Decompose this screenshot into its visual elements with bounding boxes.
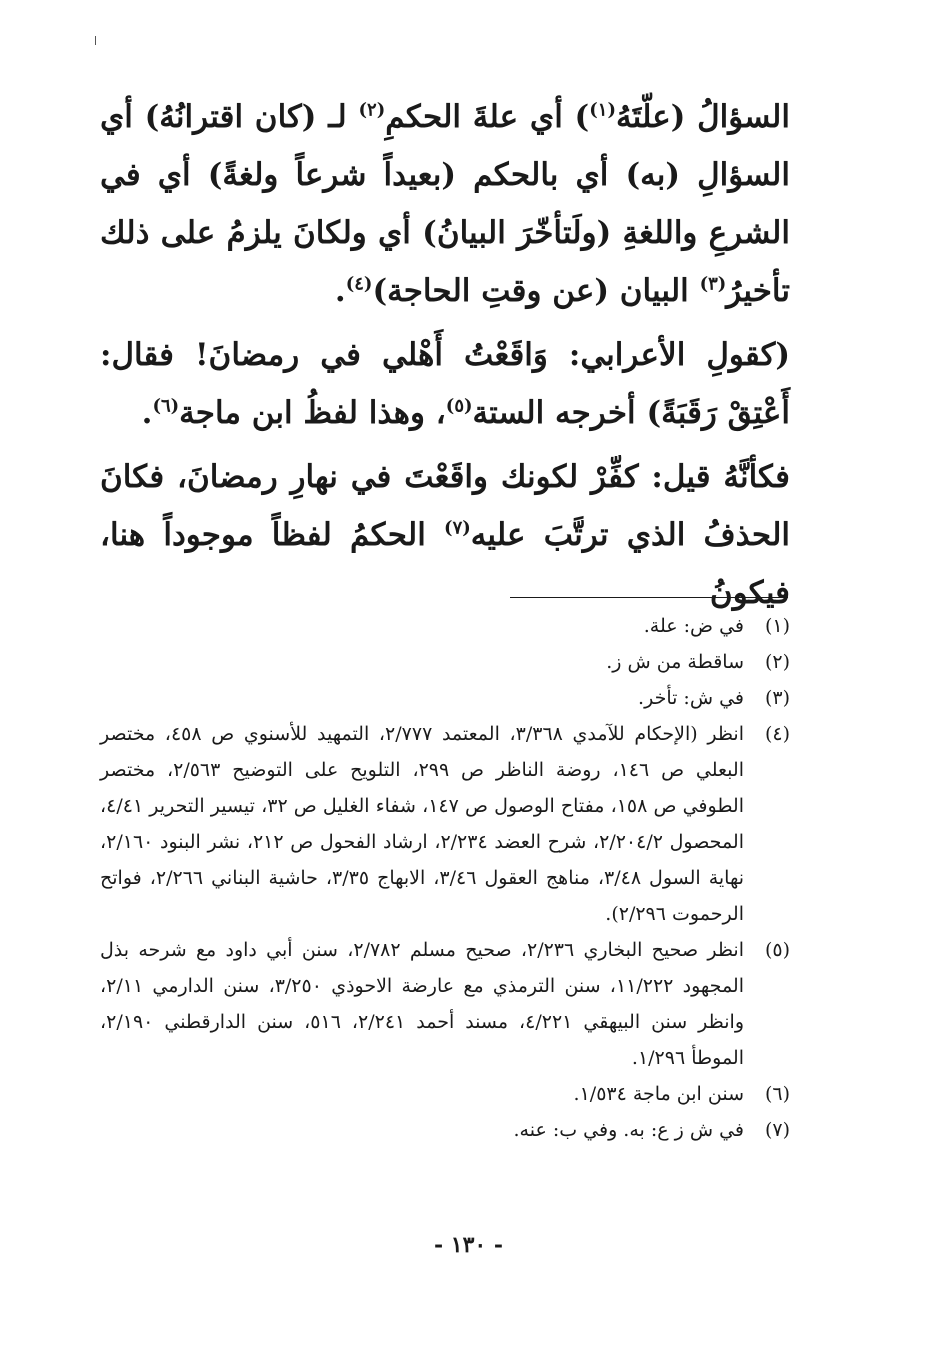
text-run: البيان (عن وقتِ الحاجة) <box>372 273 700 309</box>
footnote-item <box>100 1112 790 1148</box>
footnote-text: ساقطة من ش ز. <box>606 651 744 673</box>
footnote-separator <box>510 597 788 598</box>
footnote-item <box>100 1076 790 1112</box>
footnote-text: في ش: تأخر. <box>638 687 744 709</box>
footnote-number: (٧) <box>764 1119 790 1141</box>
text-run: ) أي علةَ الحكمِ <box>385 99 590 135</box>
paragraph-2 <box>100 326 790 442</box>
text-run: لـ (كان اقترانُهُ) أي السؤالِ (به) أي بالحكم (بعيداً شرعاً ولغةً) أي في الشرعِ واللغةِ (ولَتأخّرَ البيانُ) أي ولكانَ يلزمُ على ذلك تأخيرُ <box>100 99 790 309</box>
footnote-text: في ض: علة. <box>643 615 744 637</box>
text-run: . <box>141 395 153 431</box>
footnote-ref: (٣) <box>699 273 727 295</box>
footnote-item <box>100 608 790 644</box>
footnote-ref: (٢) <box>358 99 386 121</box>
paragraph-3 <box>100 448 790 622</box>
footnote-number: (٣) <box>764 687 790 709</box>
text-run: فكأنَّهُ قيل: كفِّرْ لكونك واقَعْتَ في نهارِ رمضانَ، فكانَ الحذفُ الذي ترتَّبَ عليه <box>100 459 791 553</box>
paragraph-1 <box>100 88 790 320</box>
footnote-item <box>100 644 790 680</box>
text-run: السؤالُ (علّتَهُ <box>615 99 790 135</box>
footnote-text: سنن ابن ماجة ١/٥٣٤. <box>573 1083 744 1105</box>
footnote-ref: (٦) <box>152 395 180 417</box>
footnote-item <box>100 716 790 932</box>
text-run: ، وهذا لفظُ ابن ماجة <box>179 395 446 431</box>
footnote-number: (٥) <box>764 939 790 961</box>
footnote-ref: (٤) <box>345 273 373 295</box>
footnote-text: في ش ز ع: به. وفي ب: عنه. <box>513 1119 744 1141</box>
footnote-ref: (١) <box>589 99 616 121</box>
text-run: . <box>334 273 346 309</box>
footnote-text: انظر (الإحكام للآمدي ٣/٣٦٨، المعتمد ٢/٧٧٧، التمهيد للأسنوي ص ٤٥٨، مختصر البعلي ص ١٤٦، روضة الناظر ص ٢٩٩، التلويح على التوضيح ٢/٥٦٣، مختصر الطوفي ص ١٥٨، مفتاح الوصول ص ١٤٧، شفاء الغليل ص ٣٢، تيسير التحرير ٤/٤١، المحصول ٢/٢٠٤/٢، شرح العضد ٢/٢٣٤، ارشاد الفحول ص ٢١٢، نشر البنود ٢/١٦٠، نهاية السول ٣/٤٨، مناهج العقول ٣/٤٦، الابهاج ٣/٣٥، حاشية البناني ٢/٢٦٦، فواتح الرحموت ٢/٢٩٦). <box>100 723 745 925</box>
footnote-number: (٦) <box>764 1083 790 1105</box>
footnote-item <box>100 932 790 1076</box>
footnote-ref: (٧) <box>444 517 471 539</box>
footnote-ref: (٥) <box>445 395 473 417</box>
footnote-item <box>100 680 790 716</box>
main-text <box>100 88 790 622</box>
page-number: - ١٣٠ - <box>433 1232 504 1258</box>
footnote-number: (٤) <box>764 723 790 745</box>
text-run: الحكمُ لفظاً موجوداً هنا، فيكونُ <box>100 517 790 611</box>
text-run: (كقولِ الأعرابي: وَاقَعْتُ أَهْلي في رمضانَ! فقال: أَعْتِقْ رَقَبَةً) أخرجه الستة <box>100 337 790 431</box>
footnote-number: (٢) <box>764 651 790 673</box>
footnote-number: (١) <box>764 615 790 637</box>
footnotes <box>100 608 790 1148</box>
footnote-text: انظر صحيح البخاري ٢/٢٣٦، صحيح مسلم ٢/٧٨٢، سنن أبي داود مع شرحه بذل المجهود ١١/٢٢٢، سنن الترمذي مع عارضة الاحوذي ٣/٢٥٠، سنن الدارمي ٢/١١، وانظر سنن البيهقي ٤/٢٢١، مسند أحمد ٢/٢٤١، ٥١٦، سنن الدارقطني ٢/١٩٠، الموطأ ١/٢٩٦. <box>100 939 744 1069</box>
margin-mark <box>95 36 96 45</box>
